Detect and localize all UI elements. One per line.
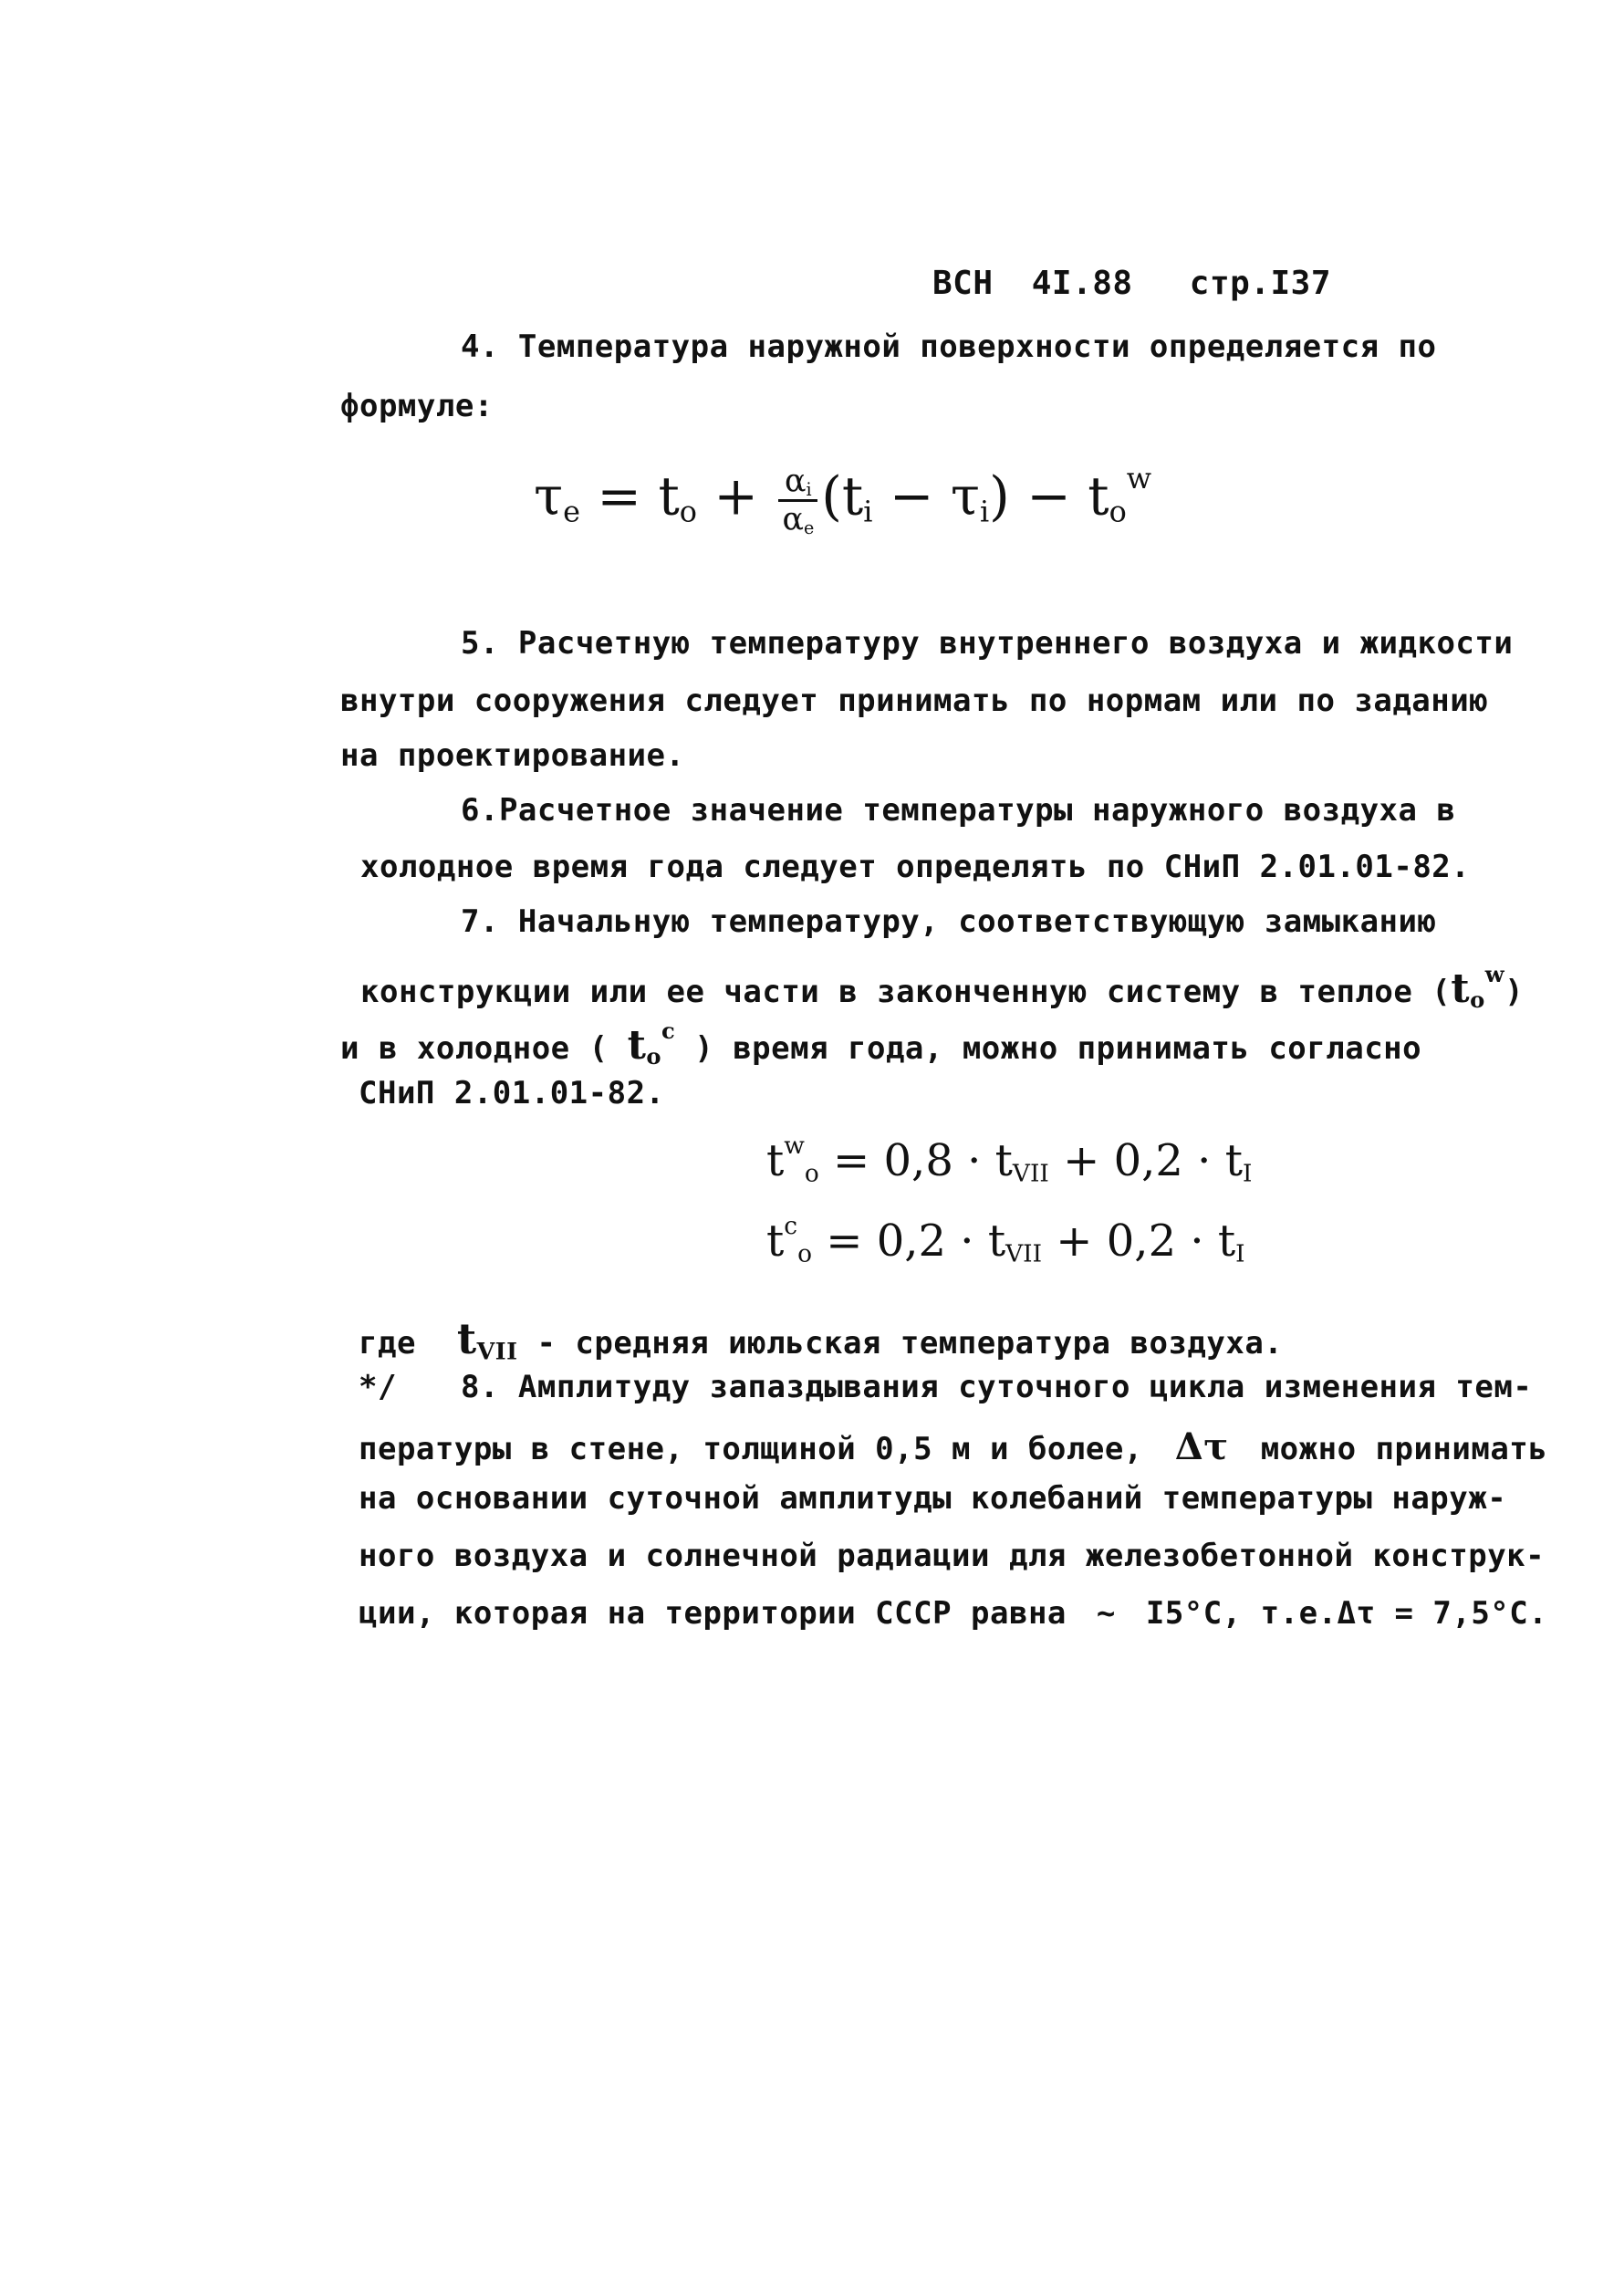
where-line: где $t_{VII}$ - средняя июльская температура воздуха. xyxy=(359,1314,1284,1365)
para6-line1: 6.Расчетное значение температуры наружного воздуха в xyxy=(461,792,1456,829)
para8-line5: ции, которая на территории СССР равна ~ I5°С, т.е.Δτ = 7,5°С. xyxy=(359,1595,1548,1632)
para7-line1: 7. Начальную температуру, соответствующую замыканию xyxy=(461,903,1437,940)
para5-line3: на проектирование. xyxy=(340,737,685,774)
para8-line1: 8. Амплитуду запаздывания суточного цикла изменения тем- xyxy=(461,1369,1533,1405)
para7-line3: и в холодное ( $t_o^c$ ) время года, можно принимать согласно xyxy=(340,1017,1422,1069)
para8-line2: пературы в стене, толщиной 0,5 м и более, Δτ можно принимать xyxy=(359,1425,1548,1468)
para4-line1: 4. Температура наружной поверхности определяется по xyxy=(461,329,1437,365)
formula-t0-cold: $t^c_o = 0,2 \cdot t_{VII} + 0,2 \cdot t_I$ xyxy=(766,1212,1245,1268)
para8-mark: */ xyxy=(359,1369,397,1405)
page-header xyxy=(932,265,1331,302)
header-doc-number: 4I.88 xyxy=(1031,265,1133,302)
header-page-number: стр.I37 xyxy=(1189,265,1331,302)
para6-line2: холодное время года следует определять по СНиП 2.01.01-82. xyxy=(360,849,1471,885)
alpha-fraction: $\frac{\alpha_i}{\alpha_e}$ xyxy=(778,464,817,537)
para7-line4: СНиП 2.01.01-82. xyxy=(359,1075,665,1111)
formula-outer-surface-temp: $\tau_e = t_o$ + $\frac{\alpha_i}{\alpha_e}$ $(t_i - \tau_i) - t_o^w$ xyxy=(534,461,1152,538)
para7-line2: конструкции или ее части в законченную систему в теплое $(t_o^w)$ xyxy=(360,961,1525,1013)
header-doc-code: ВСН xyxy=(932,265,994,302)
para8-line3: на основании суточной амплитуды колебаний температуры наруж- xyxy=(359,1480,1507,1517)
formula-t0-warm: $t^w_o = 0,8 \cdot t_{VII} + 0,2 \cdot t_I$ xyxy=(766,1132,1253,1188)
para5-line1: 5. Расчетную температуру внутреннего воздуха и жидкости xyxy=(461,625,1514,662)
para5-line2: внутри сооружения следует принимать по нормам или по заданию xyxy=(340,683,1489,719)
para8-line4: ного воздуха и солнечной радиации для железобетонной конструк- xyxy=(359,1538,1546,1574)
para4-line2: формуле: xyxy=(340,388,494,424)
